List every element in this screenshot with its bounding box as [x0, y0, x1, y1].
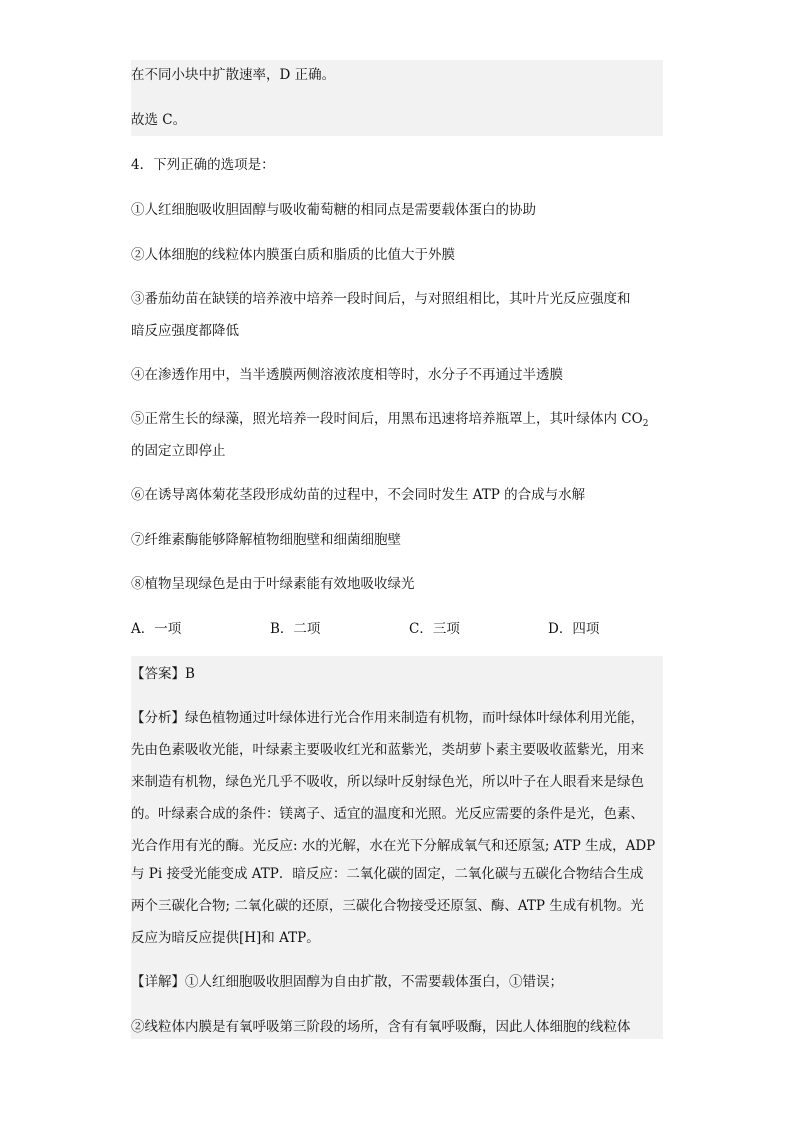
statement-3: ③番茄幼苗在缺镁的培养液中培养一段时间后，与对照组相比，其叶片光反应强度和: [131, 291, 631, 307]
statement-1: ①人红细胞吸收胆固醇与吸收葡萄糖的相同点是需要载体蛋白的协助: [131, 202, 536, 218]
prev-line-2: 故选 C。: [131, 112, 187, 128]
analysis-line-2: 先由色素吸收光能，叶绿素主要吸收红光和蓝紫光，类胡萝卜素主要吸收蓝紫光，用来: [131, 742, 644, 758]
analysis-line-1: 【分析】绿色植物通过叶绿体进行光合作用来制造有机物，而叶绿体叶绿体利用光能，: [131, 710, 644, 726]
statement-5-text: ⑤正常生长的绿藻，照光培养一段时间后，用黑布迅速将培养瓶罩上，其叶绿体内 CO: [131, 411, 643, 427]
statement-5-cont: 的固定立即停止: [131, 443, 226, 459]
prev-line-1: 在不同小块中扩散速率，D 正确。: [131, 67, 336, 83]
analysis-line-5: 光合作用有光的酶。光反应: 水的光解，水在光下分解成氧气和还原氢; ATP 生成，ADP: [131, 838, 656, 854]
statement-4: ④在渗透作用中，当半透膜两侧溶液浓度相等时，水分子不再通过半透膜: [131, 367, 563, 383]
analysis-line-8: 反应为暗反应提供[H]和 ATP。: [131, 930, 320, 946]
statement-5: [131, 410, 648, 428]
statement-3-cont: 暗反应强度都降低: [131, 323, 239, 339]
option-d: D．四项: [548, 621, 600, 637]
analysis-line-6: 与 Pi 接受光能变成 ATP．暗反应：二氧化碳的固定，二氧化碳与五碳化合物结合生成: [131, 866, 644, 882]
co2-subscript: 2: [642, 419, 649, 429]
option-c: C．三项: [409, 621, 460, 637]
option-b: B．二项: [270, 621, 321, 637]
analysis-line-3: 来制造有机物，绿色光几乎不吸收，所以绿叶反射绿色光，所以叶子在人眼看来是绿色: [131, 774, 644, 790]
analysis-line-7: 两个三碳化合物; 二氧化碳的还原，三碳化合物接受还原氢、酶、ATP 生成有机物。光: [131, 898, 644, 914]
statement-8: ⑧植物呈现绿色是由于叶绿素能有效地吸收绿光: [131, 576, 415, 592]
statement-7: ⑦纤维素酶能够降解植物细胞壁和细菌细胞壁: [131, 532, 401, 548]
detail-line-1: 【详解】①人红细胞吸收胆固醇为自由扩散，不需要载体蛋白，①错误；: [131, 974, 563, 990]
detail-line-2: ②线粒体内膜是有氧呼吸第三阶段的场所，含有有氧呼吸酶，因此人体细胞的线粒体: [131, 1019, 631, 1035]
answer-line: 【答案】B: [131, 666, 195, 682]
statement-2: ②人体细胞的线粒体内膜蛋白质和脂质的比值大于外膜: [131, 247, 455, 263]
option-a: A．一项: [131, 621, 182, 637]
analysis-line-4: 的。叶绿素合成的条件：镁离子、适宜的温度和光照。光反应需要的条件是光，色素、: [131, 806, 644, 822]
question-stem: 4．下列正确的选项是：: [131, 157, 275, 173]
statement-6: ⑥在诱导离体菊花茎段形成幼苗的过程中，不会同时发生 ATP 的合成与水解: [131, 487, 586, 503]
